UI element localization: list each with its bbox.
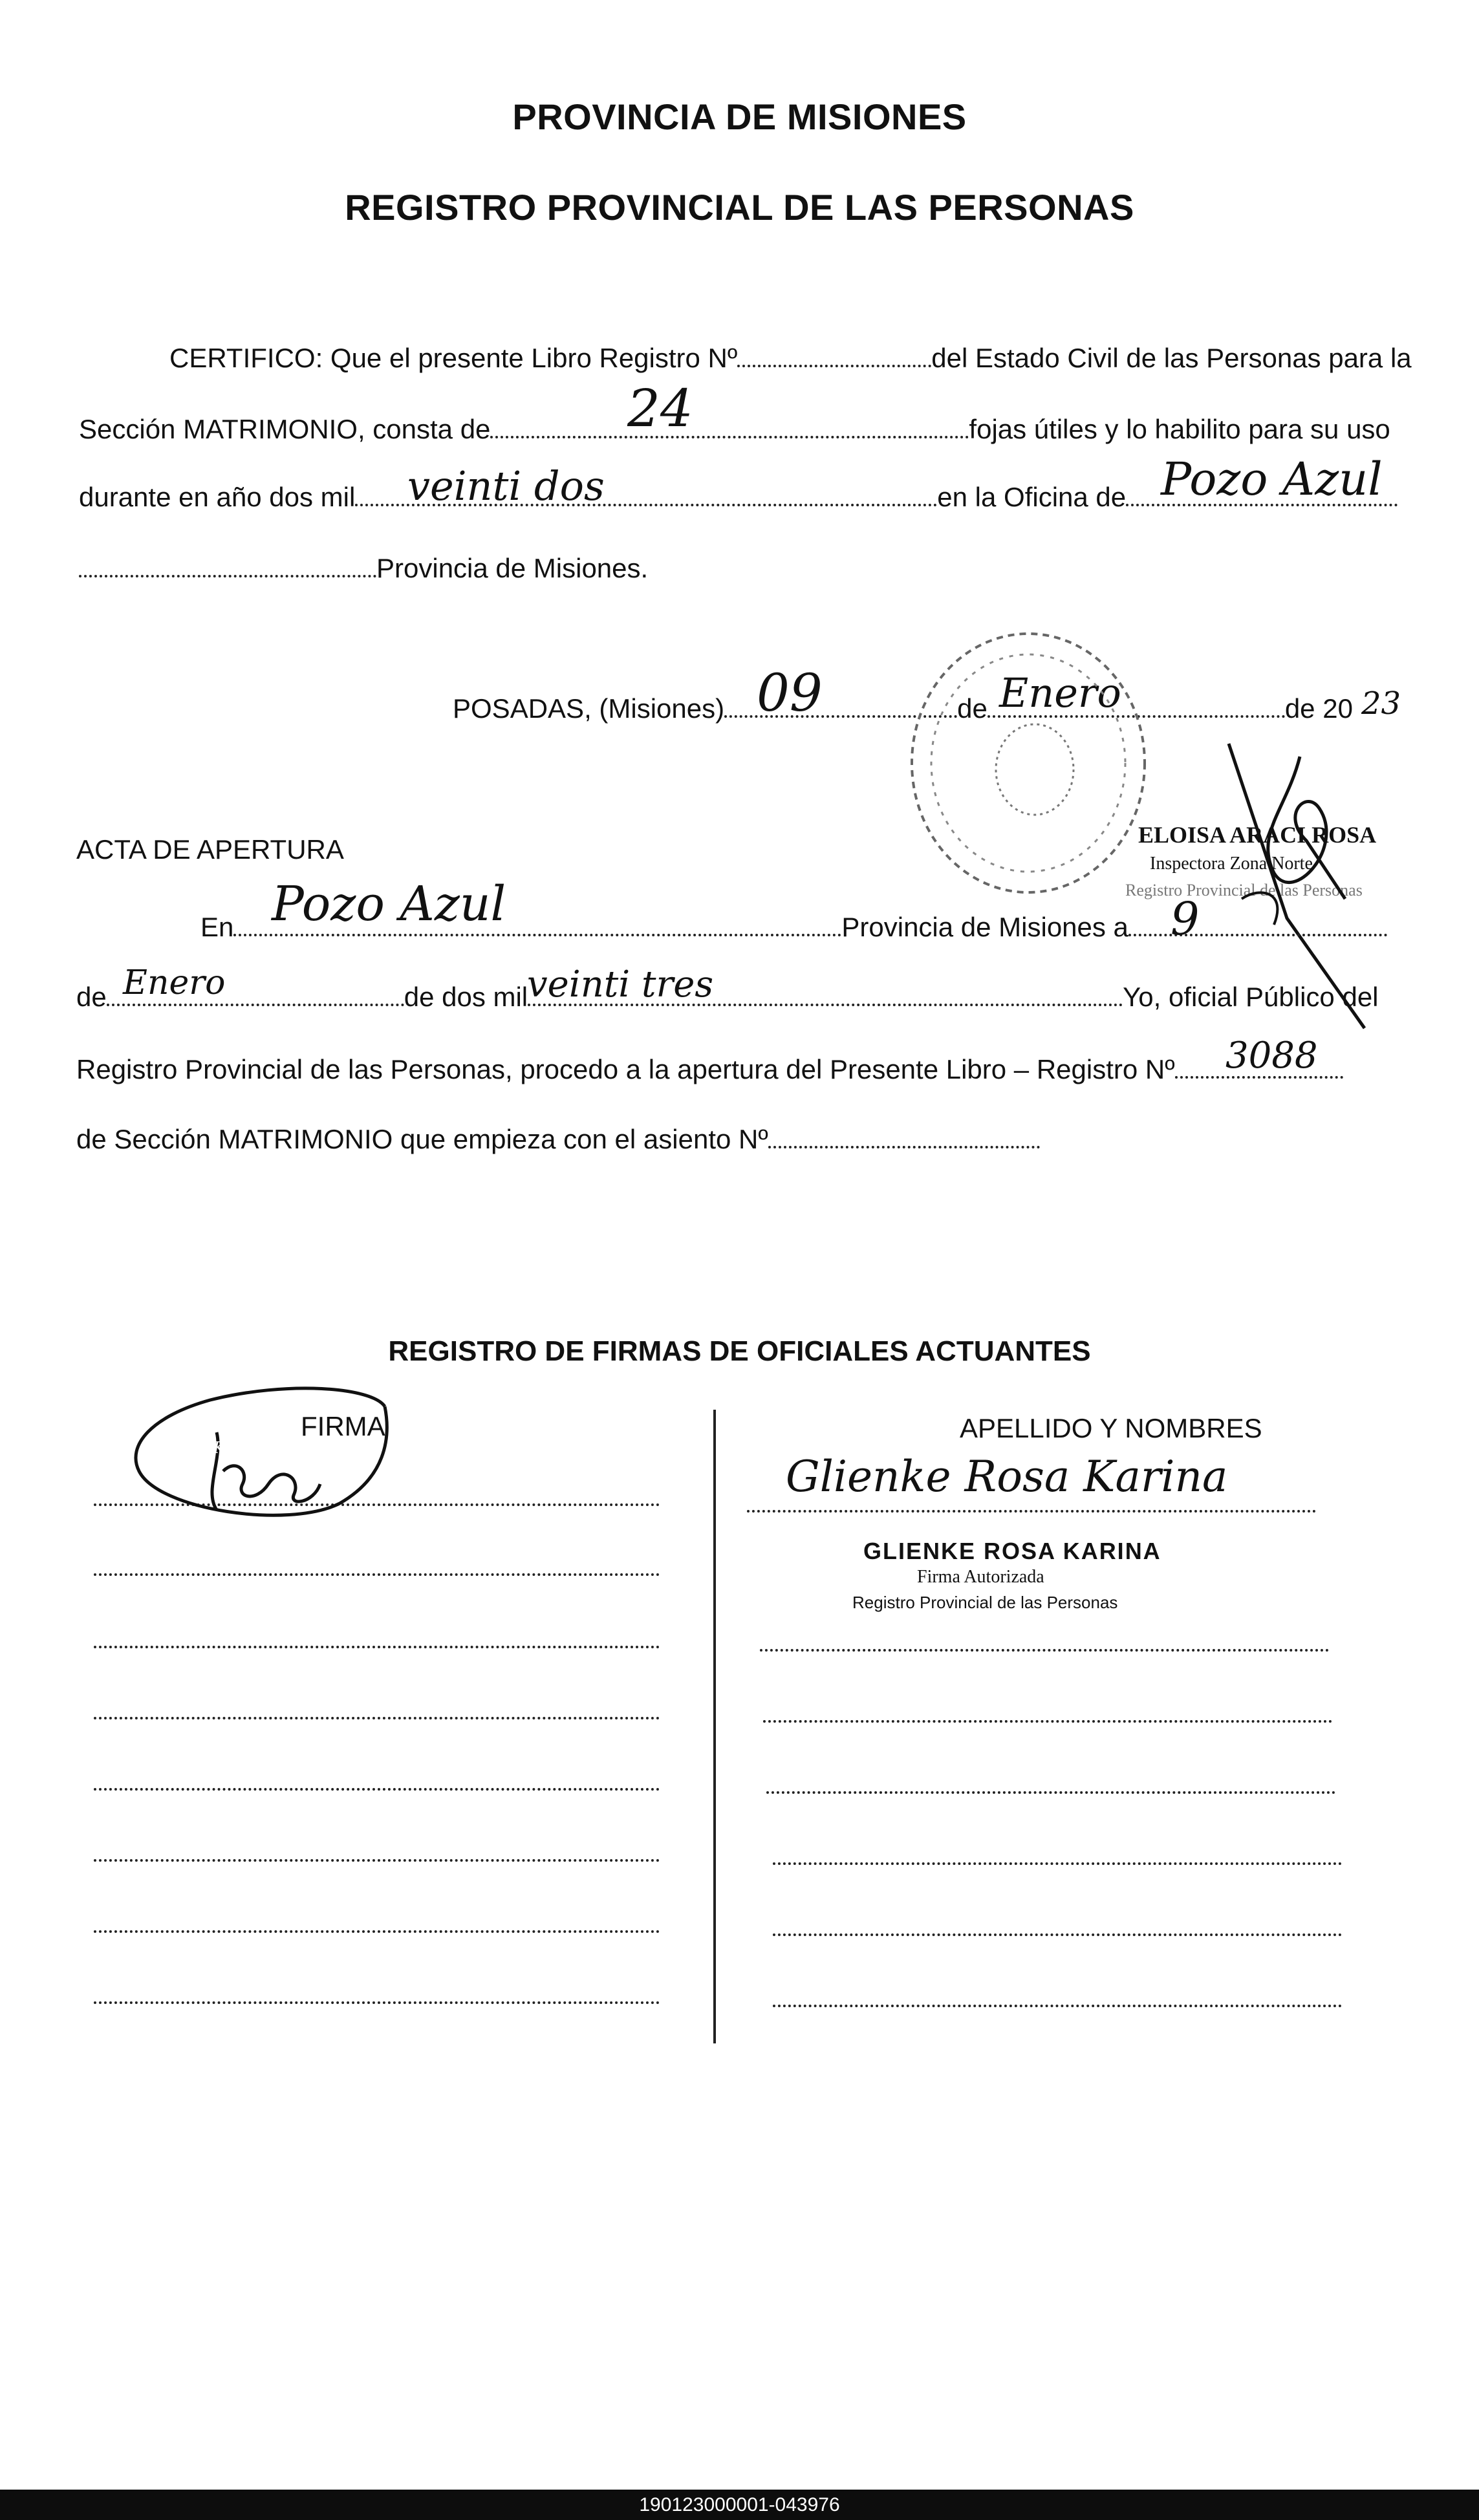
col-apellido-label: APELLIDO Y NOMBRES	[960, 1413, 1262, 1443]
handwritten-official-name: Glienke Rosa Karina	[786, 1452, 1228, 1502]
firma-line	[94, 1930, 660, 1933]
dotted-field	[737, 365, 931, 367]
col-firma-label: FIRMA	[301, 1411, 385, 1441]
official-stamp-name: GLIENKE ROSA KARINA	[863, 1538, 1161, 1564]
cert-line-1	[169, 343, 1412, 374]
document-barcode-footer: 190123000001-043976	[0, 2490, 1479, 2520]
cert-line-2-a: Sección MATRIMONIO, consta de	[79, 414, 491, 444]
acta-line-2	[76, 982, 1379, 1013]
handwritten-month: Enero	[999, 669, 1121, 716]
dotted-field	[233, 934, 841, 936]
nombre-line	[773, 1862, 1342, 1865]
official-stamp-org: Registro Provincial de las Personas	[852, 1593, 1118, 1612]
handwritten-acta-year: veinti tres	[527, 964, 714, 1006]
dotted-field	[79, 575, 376, 577]
firma-line	[94, 1859, 660, 1862]
cert-line-3-a: durante en año dos mil	[79, 482, 356, 512]
nombre-line	[763, 1720, 1332, 1723]
stamp-org: Registro Provincial de las Personas	[1125, 881, 1363, 899]
handwritten-registro-number: 3088	[1225, 1035, 1318, 1077]
cert-line-2-b: fojas útiles y lo habilito para su uso	[969, 414, 1390, 444]
stamp-role: Inspectora Zona Norte	[1150, 854, 1313, 874]
cert-line-3-b: en la Oficina de	[937, 482, 1127, 512]
handwritten-day: 09	[757, 663, 823, 723]
acta-l1-a: En	[200, 912, 234, 942]
handwritten-office: Pozo Azul	[1161, 453, 1383, 506]
acta-l1-b: Provincia de Misiones a	[841, 912, 1128, 942]
dotted-field	[490, 436, 969, 438]
handwritten-signature: Kro	[213, 1439, 242, 1457]
nombre-line	[760, 1649, 1329, 1652]
handwritten-acta-day: 9	[1171, 892, 1200, 945]
dotted-field	[768, 1146, 1040, 1148]
cert-line-4-b: Provincia de Misiones.	[376, 553, 649, 583]
date-place: POSADAS, (Misiones)	[453, 693, 725, 724]
handwritten-year: veinti dos	[407, 462, 605, 510]
acta-line-3	[76, 1054, 1343, 1085]
handwritten-acta-month: Enero	[123, 964, 226, 1002]
firma-line	[94, 1646, 660, 1648]
cert-line-1-b: del Estado Civil de las Personas para la	[931, 343, 1412, 373]
acta-l4-a: de Sección MATRIMONIO que empieza con el asiento Nº	[76, 1124, 768, 1154]
nombre-line	[747, 1510, 1316, 1513]
stamp-name: ELOISA ARACI ROSA	[1138, 822, 1377, 848]
cert-line-4	[79, 553, 648, 584]
acta-l2-c: Yo, oficial Público del	[1123, 982, 1379, 1012]
document-title: PROVINCIA DE MISIONES	[512, 96, 967, 137]
cert-line-2	[79, 414, 1390, 445]
firmas-heading: REGISTRO DE FIRMAS DE OFICIALES ACTUANTES	[388, 1335, 1091, 1367]
acta-l3-a: Registro Provincial de las Personas, procedo a la apertura del Presente Libro – Registro Nº	[76, 1054, 1175, 1084]
official-seal-icon	[899, 621, 1158, 905]
acta-l2-a: de	[76, 982, 107, 1012]
document-subtitle: REGISTRO PROVINCIAL DE LAS PERSONAS	[345, 187, 1134, 228]
firma-line	[94, 1717, 660, 1719]
handwritten-year-suffix: 23	[1361, 685, 1401, 722]
date-year-prefix: de 20	[1284, 693, 1353, 724]
handwritten-place: Pozo Azul	[272, 876, 506, 932]
firma-line	[94, 1573, 660, 1576]
official-stamp-role: Firma Autorizada	[917, 1567, 1044, 1587]
dotted-field	[1128, 934, 1387, 936]
column-divider	[713, 1410, 716, 2043]
nombre-line	[773, 1933, 1342, 1936]
nombre-line	[773, 2005, 1342, 2007]
acta-l2-b: de dos mil	[404, 982, 528, 1012]
acta-line-4	[76, 1124, 1040, 1155]
firma-line	[94, 1788, 660, 1791]
dotted-field	[107, 1004, 404, 1006]
handwritten-fojas: 24	[627, 378, 693, 438]
date-de: de	[957, 693, 988, 724]
nombre-line	[766, 1791, 1335, 1794]
acta-heading: ACTA DE APERTURA	[76, 834, 344, 865]
cert-line-1-a: CERTIFICO: Que el presente Libro Registro Nº	[169, 343, 738, 373]
firma-line	[94, 2001, 660, 2004]
official-signature-icon	[126, 1381, 398, 1536]
